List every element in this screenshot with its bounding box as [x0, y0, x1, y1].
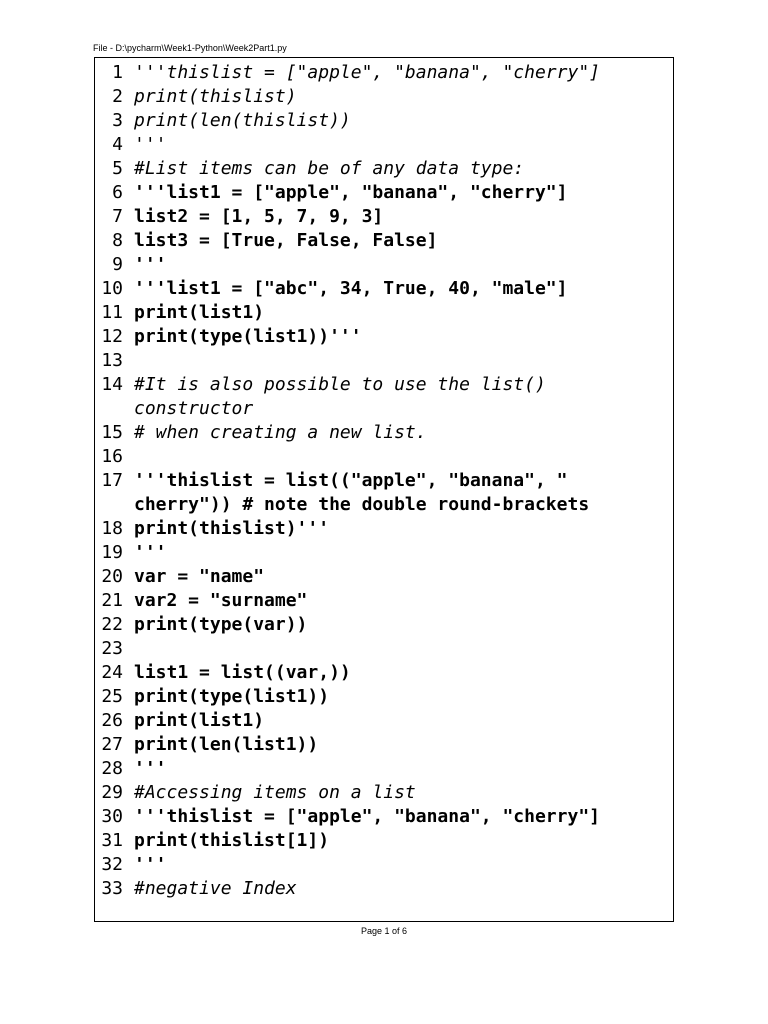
- line-text: list3 = [True, False, False]: [134, 230, 438, 251]
- line-text: ''': [134, 542, 167, 563]
- code-line: [95, 277, 673, 301]
- code-line: [95, 421, 673, 445]
- line-text: '''thislist = ["apple", "banana", "cherry"]: [134, 806, 600, 827]
- line-text: var = "name": [134, 566, 265, 587]
- code-line: [95, 133, 673, 157]
- code-listing: [94, 57, 674, 922]
- line-number: 25: [101, 686, 123, 707]
- line-number: 26: [101, 710, 123, 731]
- line-text: print(thislist): [134, 86, 297, 107]
- line-text: ''': [134, 254, 167, 275]
- code-line: [95, 853, 673, 877]
- line-text: print(type(list1))''': [134, 326, 362, 347]
- line-text: print(len(list1)): [134, 734, 319, 755]
- code-line: [95, 637, 673, 661]
- line-text: '''thislist = list(("apple", "banana", " cherry")) # note the double round-brackets: [134, 470, 590, 515]
- code-lines: [95, 61, 673, 901]
- line-number: 15: [101, 422, 123, 443]
- code-line: [95, 661, 673, 685]
- line-text: [134, 445, 673, 469]
- line-number: 30: [101, 806, 123, 827]
- line-number: 10: [101, 278, 123, 299]
- line-text: var2 = "surname": [134, 590, 308, 611]
- code-line: [95, 829, 673, 853]
- line-text: list2 = [1, 5, 7, 9, 3]: [134, 206, 384, 227]
- line-text: '''list1 = ["apple", "banana", "cherry"]: [134, 182, 568, 203]
- line-number: 21: [101, 590, 123, 611]
- code-line: [95, 517, 673, 541]
- code-line: [95, 253, 673, 277]
- line-number: 3: [112, 110, 123, 131]
- line-text: ''': [134, 758, 167, 779]
- code-line: [95, 373, 673, 421]
- line-text: # when creating a new list.: [134, 422, 427, 443]
- line-number: 28: [101, 758, 123, 779]
- line-number: 5: [112, 158, 123, 179]
- line-number: 8: [112, 230, 123, 251]
- line-number: 4: [112, 134, 123, 155]
- page-number: Page 1 of 6: [360, 926, 408, 936]
- code-line: [95, 469, 673, 517]
- line-number: 17: [101, 470, 123, 491]
- line-text: #Accessing items on a list: [134, 782, 416, 803]
- code-line: [95, 205, 673, 229]
- code-line: [95, 229, 673, 253]
- code-line: [95, 757, 673, 781]
- code-line: [95, 877, 673, 901]
- code-line: [95, 157, 673, 181]
- line-text: list1 = list((var,)): [134, 662, 351, 683]
- line-text: print(type(var)): [134, 614, 308, 635]
- line-number: 9: [112, 254, 123, 275]
- line-text: print(type(list1)): [134, 686, 330, 707]
- line-text: print(thislist[1]): [134, 830, 330, 851]
- line-text: #List items can be of any data type:: [134, 158, 525, 179]
- line-number: 23: [101, 638, 123, 659]
- line-text: print(thislist)''': [134, 518, 330, 539]
- code-line: [95, 733, 673, 757]
- line-number: 14: [101, 374, 123, 395]
- line-number: 24: [101, 662, 123, 683]
- code-line: [95, 301, 673, 325]
- line-number: 12: [101, 326, 123, 347]
- line-number: 19: [101, 542, 123, 563]
- code-line: [95, 61, 673, 85]
- code-line: [95, 613, 673, 637]
- line-text: #negative Index: [134, 878, 297, 899]
- line-number: 1: [112, 62, 123, 83]
- line-text: [134, 349, 673, 373]
- line-number: 6: [112, 182, 123, 203]
- line-number: 18: [101, 518, 123, 539]
- code-line: [95, 709, 673, 733]
- line-text: '''list1 = ["abc", 34, True, 40, "male"]: [134, 278, 568, 299]
- code-line: [95, 109, 673, 133]
- line-number: 13: [101, 350, 123, 371]
- line-number: 11: [101, 302, 123, 323]
- code-line: [95, 349, 673, 373]
- line-number: 29: [101, 782, 123, 803]
- code-line: [95, 85, 673, 109]
- line-text: print(len(thislist)): [134, 110, 351, 131]
- code-line: [95, 565, 673, 589]
- line-text: print(list1): [134, 302, 265, 323]
- code-line: [95, 325, 673, 349]
- line-text: #It is also possible to use the list() constructor: [134, 374, 557, 419]
- line-number: 22: [101, 614, 123, 635]
- line-text: print(list1): [134, 710, 265, 731]
- code-line: [95, 685, 673, 709]
- line-number: 27: [101, 734, 123, 755]
- line-number: 2: [112, 86, 123, 107]
- code-line: [95, 805, 673, 829]
- line-text: ''': [134, 854, 167, 875]
- line-number: 16: [101, 446, 123, 467]
- code-line: [95, 181, 673, 205]
- line-number: 33: [101, 878, 123, 899]
- file-path-header: File - D:\pycharm\Week1-Python\Week2Part1.py: [93, 43, 287, 53]
- code-line: [95, 589, 673, 613]
- code-line: [95, 541, 673, 565]
- line-number: 32: [101, 854, 123, 875]
- line-text: ''': [134, 134, 167, 155]
- line-text: [134, 637, 673, 661]
- line-text: '''thislist = ["apple", "banana", "cherry"]: [134, 62, 600, 83]
- code-line: [95, 445, 673, 469]
- line-number: 31: [101, 830, 123, 851]
- code-line: [95, 781, 673, 805]
- line-number: 7: [112, 206, 123, 227]
- line-number: 20: [101, 566, 123, 587]
